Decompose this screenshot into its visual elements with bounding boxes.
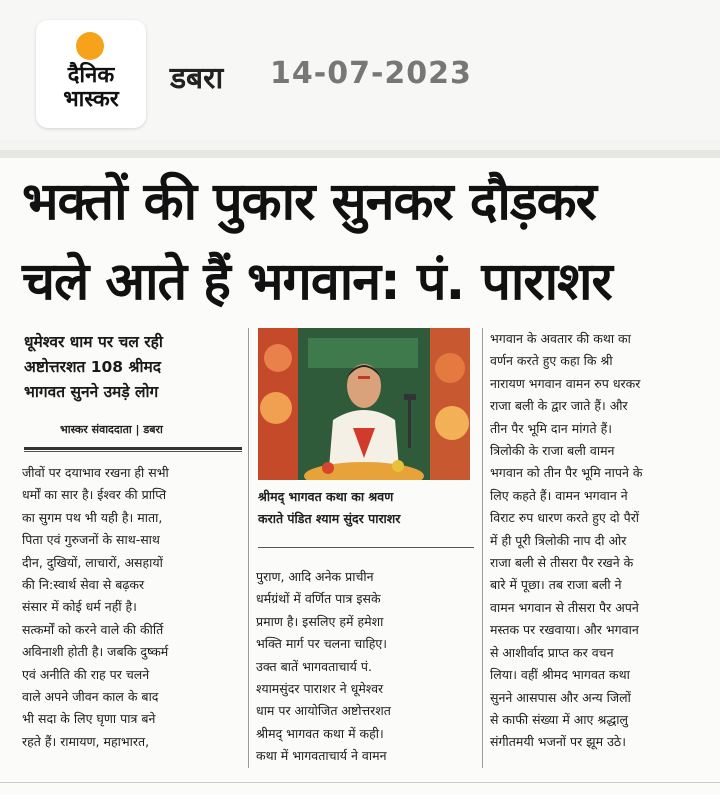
column-divider <box>248 328 249 768</box>
text-line: भगवान के अवतार की कथा का <box>490 331 631 346</box>
article-column-1 <box>22 462 238 753</box>
text-line: वामन भगवान से तीसरा पैर अपने <box>490 599 639 615</box>
text-line: भगवान को तीन पैर भूमि नापने के <box>490 465 643 481</box>
text-line: की नि:स्वार्थ सेवा से बढ़कर <box>22 577 145 593</box>
text-line: भक्ति मार्ग पर चलना चाहिए। <box>256 636 387 652</box>
text-line: दीन, दुखियों, लाचारों, असहायों <box>22 554 163 570</box>
text-line: त्रिलोकी के राजा बली वामन <box>490 443 615 459</box>
text-line: वाले अपने जीवन काल के बाद <box>22 689 159 705</box>
text-line: श्रीमद् भागवत कथा में कही। <box>256 725 384 741</box>
text-line: उक्त बातें भागवताचार्य पं. <box>256 658 372 674</box>
divider <box>258 547 474 548</box>
subhead-line: अष्टोत्तरशत 108 श्रीमद <box>24 358 161 376</box>
text-line: एवं अनीति की राह पर चलने <box>22 666 150 682</box>
text-line: विराट रुप धारण करते हुए दो पैरों <box>490 510 640 526</box>
photo-caption <box>258 486 474 530</box>
headline-line-2: चले आते हैं भगवान: पं. पाराशर <box>22 252 612 312</box>
text-line: धर्मों का सार है। ईश्वर की प्राप्ति <box>22 487 167 503</box>
text-line: राजा बली से तीसरा पैर रखने के <box>490 555 634 571</box>
text-line: मस्तक पर रखवाया। और भगवान <box>490 622 639 638</box>
logo-line-2: भास्कर <box>63 87 119 112</box>
article-photo <box>258 328 470 480</box>
text-line: धर्मग्रंथों में वर्णित पात्र इसके <box>256 591 381 607</box>
text-line: धाम पर आयोजित अष्टोत्तरशत <box>256 703 391 719</box>
text-line: सुनने आसपास और अन्य जिलों <box>490 689 631 705</box>
text-line: से काफी संख्या में आए श्रद्धालु <box>490 711 628 727</box>
text-line: से आशीर्वाद प्राप्त कर वचन <box>490 644 614 660</box>
divider <box>24 447 242 450</box>
text-line: पुराण, आदि अनेक प्राचीन <box>256 569 374 584</box>
text-line: कथा में भागवताचार्य ने वामन <box>256 748 387 764</box>
article-column-3 <box>490 328 706 754</box>
article-column-2 <box>256 566 474 768</box>
text-line: नारायण भगवान वामन रुप धरकर <box>490 375 641 391</box>
dainik-bhaskar-logo <box>36 20 146 128</box>
text-line: का सुगम पथ भी यही है। माता, <box>22 509 163 525</box>
subhead-line: भागवत सुनने उमड़े लोग <box>24 383 159 401</box>
text-line: प्रमाण है। इसलिए हमें हमेशा <box>256 613 384 629</box>
text-line: संसार में कोई धर्म नहीं है। <box>22 599 137 615</box>
text-line: राजा बली के द्वार जाते हैं। और <box>490 398 628 414</box>
text-line: तीन पैर भूमि दान मांगते हैं। <box>490 420 612 436</box>
text-line: लिया। वहीं श्रीमद भागवत कथा <box>490 667 630 683</box>
text-line: अविनाशी होती है। जबकि दुष्कर्म <box>22 644 169 660</box>
edition-name: डबरा <box>170 61 224 96</box>
logo-line-1: दैनिक <box>67 63 115 88</box>
edition-date: 14-07-2023 <box>270 56 472 91</box>
masthead <box>0 0 720 140</box>
divider <box>24 451 242 452</box>
caption-line: कराते पंडित श्याम सुंदर पाराशर <box>258 511 401 526</box>
text-line: जीवों पर दयाभाव रखना ही सभी <box>22 465 169 480</box>
text-line: में ही पूरी त्रिलोकी नाप दी ओर <box>490 532 627 548</box>
text-line: संगीतमयी भजनों पर झूम उठे। <box>490 734 626 750</box>
text-line: भी सदा के लिए घृणा पात्र बने <box>22 711 156 727</box>
column-divider <box>482 328 483 768</box>
text-line: सत्कर्मों को करने वाले की कीर्ति <box>22 621 164 637</box>
text-line: पिता एवं गुरुजनों के साथ-साथ <box>22 532 160 548</box>
text-line: बारे में पूछा। तब राजा बली ने <box>490 577 622 593</box>
subhead-line: धूमेश्वर धाम पर चल रही <box>24 333 163 351</box>
caption-line: श्रीमद् भागवत कथा का श्रवण <box>258 489 394 504</box>
sun-icon <box>76 32 104 60</box>
divider <box>0 782 720 783</box>
clipping-edge <box>0 150 720 158</box>
byline: भास्कर संवाददाता | डबरा <box>60 423 163 436</box>
text-line: रहते हैं। रामायण, महाभारत, <box>22 733 150 749</box>
text-line: श्यामसुंदर पाराशर ने धूमेश्वर <box>256 681 384 697</box>
subheadline <box>24 330 224 405</box>
headline-line-1: भक्तों की पुकार सुनकर दौड़कर <box>22 172 596 232</box>
text-line: लिए कहते हैं। वामन भगवान ने <box>490 487 628 503</box>
text-line: वर्णन करते हुए कहा कि श्री <box>490 353 613 369</box>
